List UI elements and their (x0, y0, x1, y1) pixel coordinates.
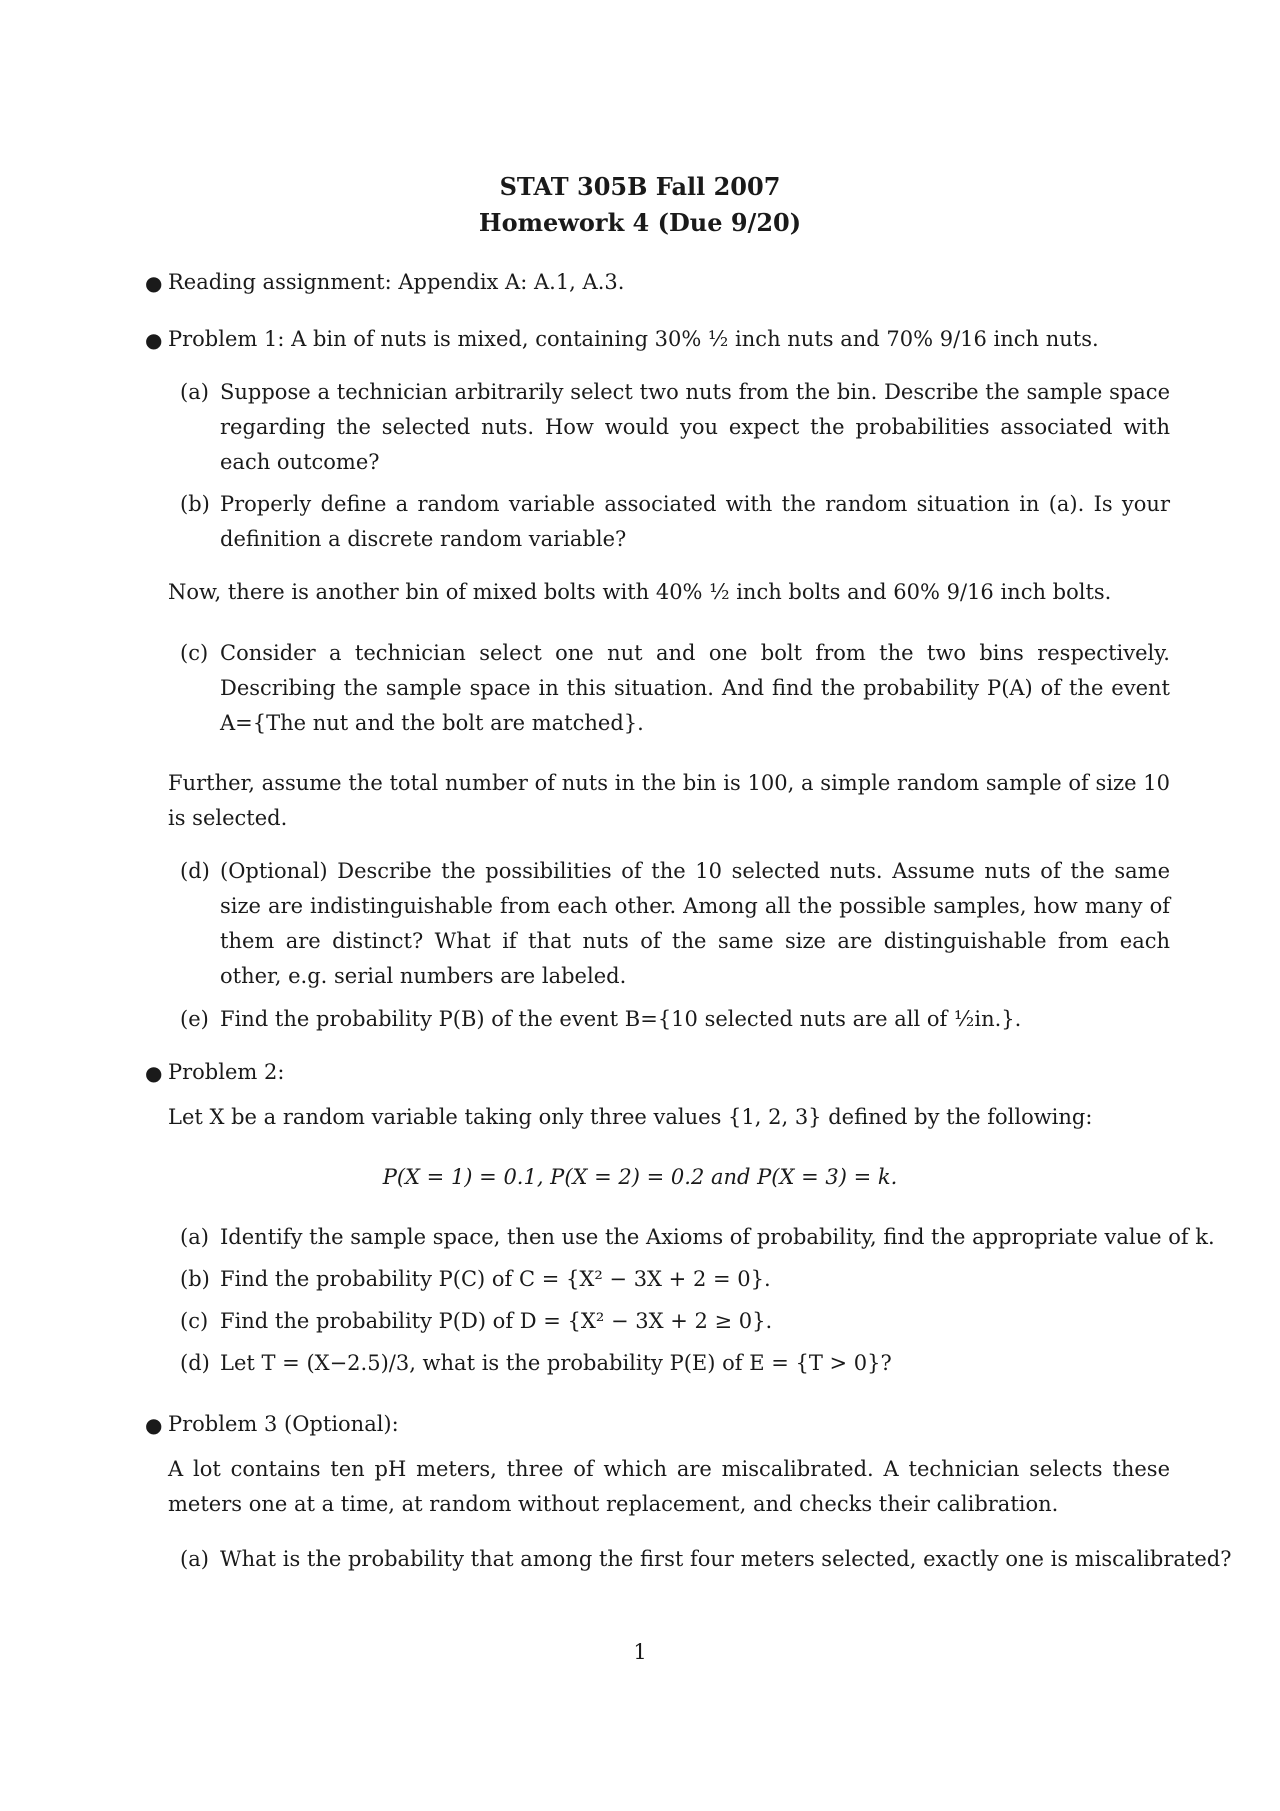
problem1-bolts-text: Now, there is another bin of mixed bolts with 40% ½ inch bolts and 60% 9/16 inch bolts. (168, 580, 1112, 604)
problem2-intro: Let X be a random variable taking only three values {1, 2, 3} defined by the following: (168, 1105, 1093, 1129)
reading-assignment: Reading assignment: Appendix A: A.1, A.3. (168, 270, 625, 294)
problem1-further-text: Further, assume the total number of nuts in the bin is 100, a simple random sample of size 10 is selected. (168, 771, 1170, 830)
problem1-c-label: (c) (180, 641, 209, 665)
problem2-d-text: Let T = (X−2.5)/3, what is the probability P(E) of E = {T > 0}? (220, 1351, 892, 1375)
problem1-e-label: (e) (180, 1007, 209, 1031)
problem3-title: Problem 3 (Optional): (168, 1412, 399, 1436)
problem2-b-text: Find the probability P(C) of C = {X² − 3X + 2 = 0}. (220, 1267, 771, 1291)
problem2-a-text: Identify the sample space, then use the Axioms of probability, find the appropriate value of k. (220, 1225, 1215, 1249)
problem1-b-text: Properly define a random variable associated with the random situation in (a). Is your definition a discrete random variable? (220, 492, 1170, 551)
problem1-intro: Problem 1: A bin of nuts is mixed, containing 30% ½ inch nuts and 70% 9/16 inch nuts. (168, 327, 1099, 351)
problem3-a-label: (a) (180, 1547, 209, 1571)
problem3-intro: A lot contains ten pH meters, three of which are miscalibrated. A technician selects these meters one at a time, at random without replacement, and checks their calibration. (168, 1457, 1170, 1516)
problem2-d-label: (d) (180, 1351, 210, 1375)
bullet-icon: ● (145, 1061, 163, 1085)
problem1-d-text: (Optional) Describe the possibilities of the 10 selected nuts. Assume nuts of the same size are indistinguishable from each other. Among all the possible samples, how many of them are distinct? What if that nuts of the same size are distinguishable from each other, e.g. serial numbers are labeled. (220, 859, 1170, 988)
problem1-c-text: Consider a technician select one nut and one bolt from the two bins respectively. Describing the sample space in this situation. And find the probability P(A) of the event A={The nut and the bolt are matched}. (220, 641, 1170, 735)
problem1-b-label: (b) (180, 492, 210, 516)
problem1-a-text: Suppose a technician arbitrarily select two nuts from the bin. Describe the sample space regarding the selected nuts. How would you expect the probabilities associated with each outcome? (220, 380, 1170, 474)
problem2-b-label: (b) (180, 1267, 210, 1291)
problem3-a-text: What is the probability that among the first four meters selected, exactly one is miscalibrated? (220, 1547, 1232, 1571)
problem1-a-label: (a) (180, 380, 209, 404)
course-title: STAT 305B Fall 2007 (499, 172, 781, 201)
problem2-a-label: (a) (180, 1225, 209, 1249)
bullet-icon: ● (145, 328, 163, 352)
bullet-icon: ● (145, 271, 163, 295)
page-number: 1 (633, 1640, 647, 1664)
problem2-c-label: (c) (180, 1309, 209, 1333)
problem2-c-text: Find the probability P(D) of D = {X² − 3X + 2 ≥ 0}. (220, 1309, 773, 1333)
problem2-equation: P(X = 1) = 0.1, P(X = 2) = 0.2 and P(X = 3) = k. (382, 1165, 898, 1189)
homework-title: Homework 4 (Due 9/20) (478, 208, 802, 237)
problem1-d-label: (d) (180, 859, 210, 883)
problem1-e-text: Find the probability P(B) of the event B={10 selected nuts are all of ½in.}. (220, 1007, 1022, 1031)
problem2-title: Problem 2: (168, 1060, 285, 1084)
bullet-icon: ● (145, 1413, 163, 1437)
